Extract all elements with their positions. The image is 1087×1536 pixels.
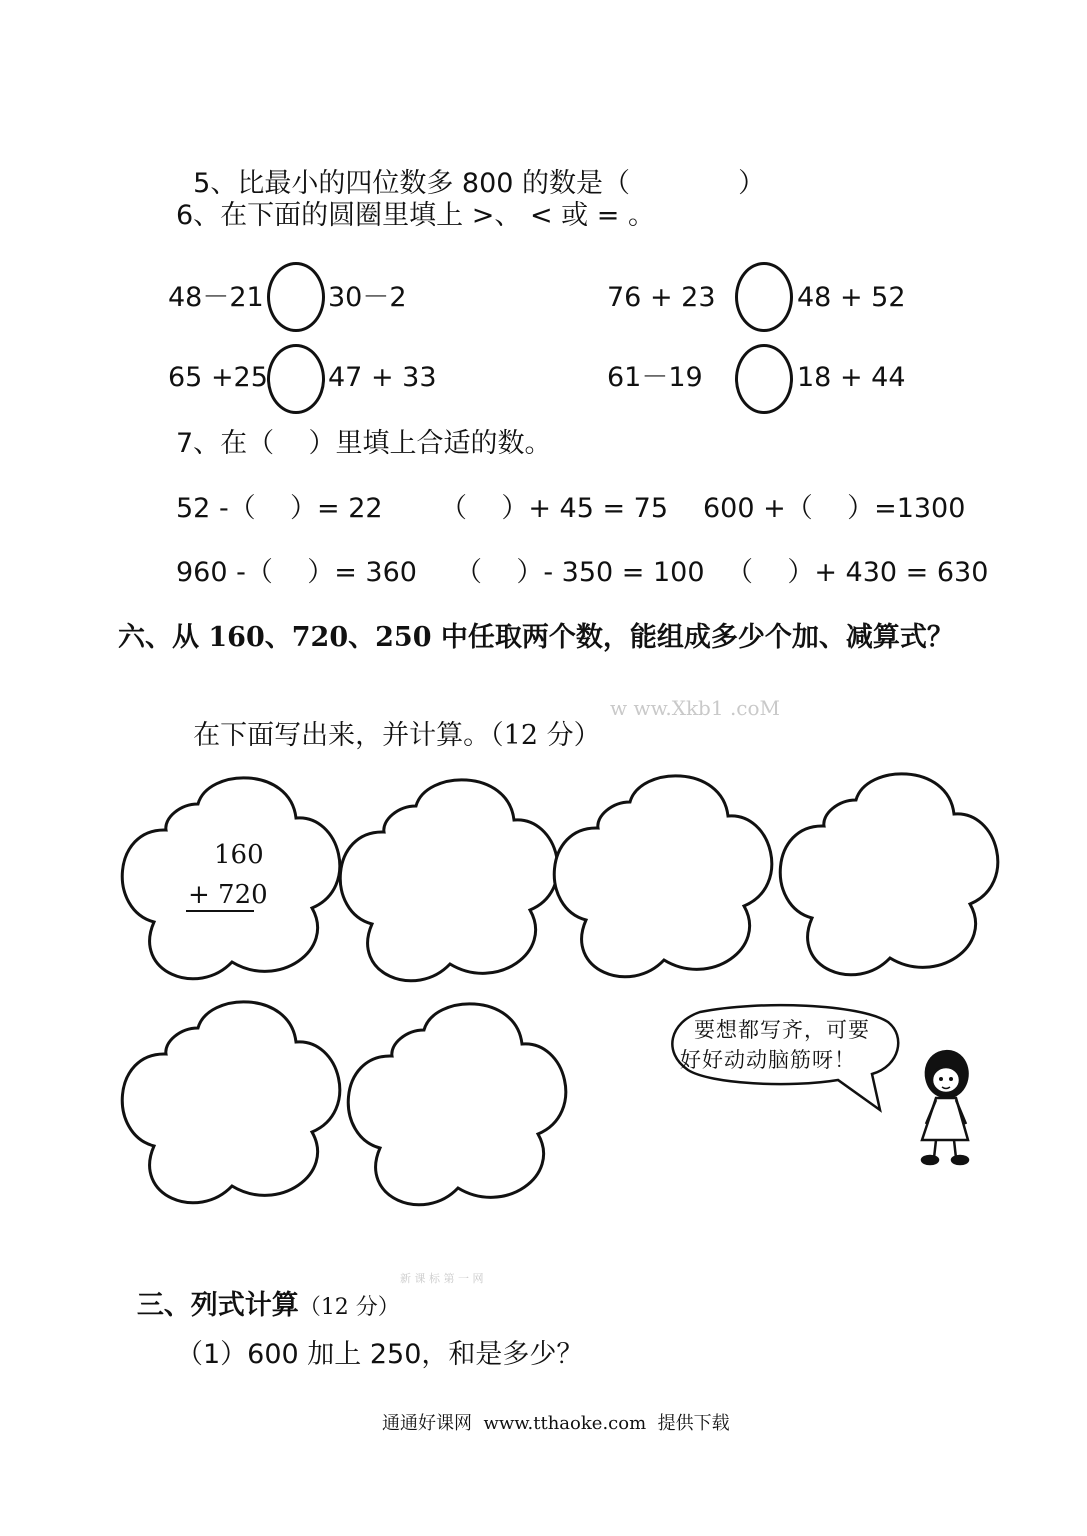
flower-example-top: 160 xyxy=(214,840,264,870)
flower-6[interactable] xyxy=(348,1004,566,1205)
compare-right-2: 48 + 52 xyxy=(797,282,906,313)
compare-left-2: 76 + 23 xyxy=(607,282,716,313)
footer-credit: 通通好课网 www.tthaoke.com 提供下载 xyxy=(382,1413,730,1434)
section-6-sub-text: 在下面写出来，并计算。（12 分） xyxy=(193,720,601,751)
question-5-text: 5、比最小的四位数多 800 的数是（ xyxy=(193,168,631,199)
watermark-xkb1: w ww.Xkb1 .coM xyxy=(610,696,781,720)
compare-left-4: 61－19 xyxy=(607,362,703,393)
flower-4[interactable] xyxy=(780,774,998,975)
section-3-title xyxy=(118,1258,400,1324)
compare-left-3: 65 +25 xyxy=(168,362,268,393)
fill-1[interactable]: 52 -（ ）= 22 xyxy=(176,493,383,524)
section-6-title: 六、从 160、720、250 中任取两个数，能组成多少个加、减算式？ xyxy=(118,622,954,653)
section-3-score: （12 分） xyxy=(298,1295,400,1320)
fill-6[interactable]: （ ）+ 430 = 630 xyxy=(726,557,989,588)
question-6: 6、在下面的圆圈里填上 >、 < 或 = 。 xyxy=(176,200,655,231)
section-3-title-text: 三、列式计算 xyxy=(136,1290,299,1321)
fill-2[interactable]: （ ）+ 45 = 75 xyxy=(440,493,669,524)
speech-line-1: 要想都写齐，可要 xyxy=(694,1018,870,1042)
fill-3[interactable]: 600 +（ ）=1300 xyxy=(703,493,966,524)
compare-right-3: 47 + 33 xyxy=(328,362,437,393)
speech-line-2: 好好动动脑筋呀！ xyxy=(680,1048,856,1072)
fill-5[interactable]: （ ）- 350 = 100 xyxy=(455,557,705,588)
flower-2[interactable] xyxy=(340,780,558,981)
flower-3[interactable] xyxy=(554,776,772,977)
compare-right-4: 18 + 44 xyxy=(797,362,906,393)
flower-1[interactable] xyxy=(122,778,340,979)
compare-right-1: 30－2 xyxy=(328,282,407,313)
watermark-xkb: 新 课 标 第 一 网 xyxy=(400,1272,484,1285)
flower-5[interactable] xyxy=(122,1002,340,1203)
fill-4[interactable]: 960 -（ ）= 360 xyxy=(176,557,417,588)
question-3-1: （1）600 加上 250，和是多少？ xyxy=(176,1339,584,1370)
compare-left-1: 48－21 xyxy=(168,282,264,313)
girl-illustration xyxy=(922,1051,968,1164)
question-5-close: ） xyxy=(738,168,766,199)
flower-example-bottom: + 720 xyxy=(188,880,268,910)
question-7: 7、在（ ）里填上合适的数。 xyxy=(176,428,552,459)
